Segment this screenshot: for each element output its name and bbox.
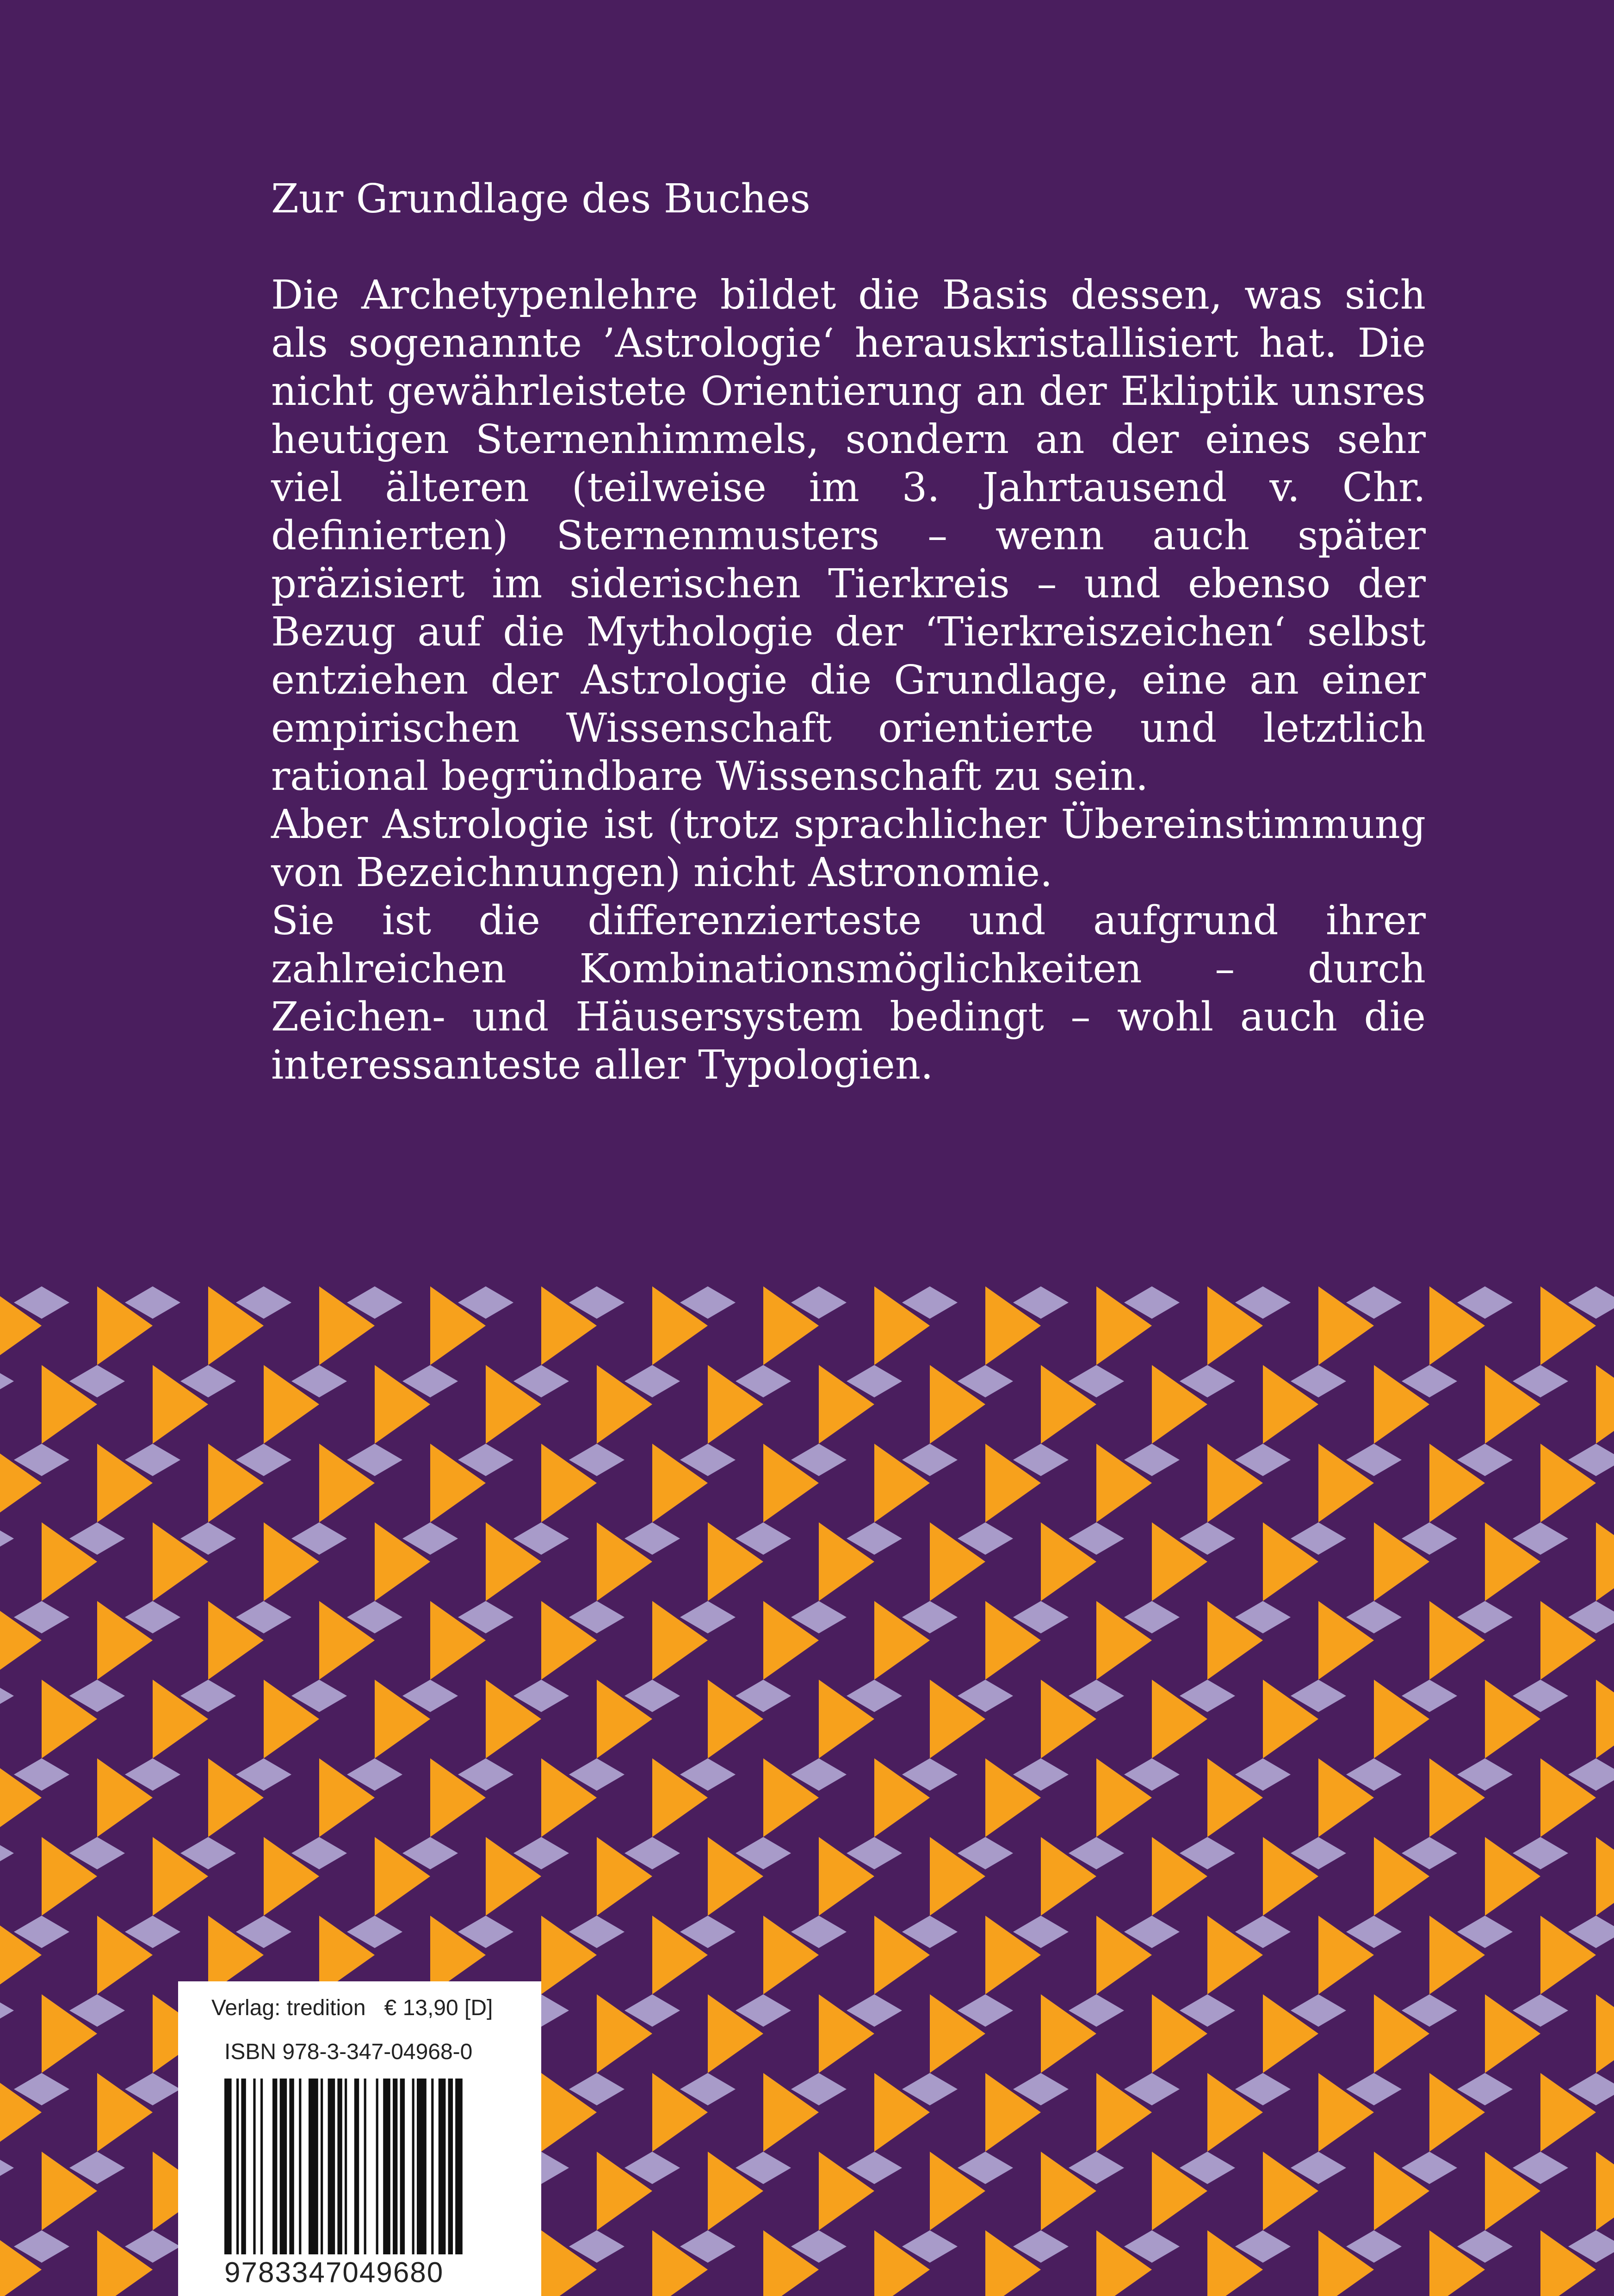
paragraph-2: Aber Astrologie ist (trotz sprachlicher Übereinstimmung von Bezeichnungen) nicht Astronomie. <box>271 801 1426 896</box>
barcode-bars <box>224 2079 497 2254</box>
publisher-price: Verlag: tredition € 13,90 [D] <box>211 1996 493 2020</box>
barcode-label <box>178 1981 541 2296</box>
back-cover-text <box>271 175 1426 1089</box>
isbn-number: ISBN 978-3-347-04968-0 <box>224 2040 473 2064</box>
paragraph-3: Sie ist die differenzierteste und aufgrund ihrer zahlreichen Kombinationsmöglichkeiten – durch Zeichen- und Häusersystem bedingt – wohl auch die interessanteste aller Typologien. <box>271 898 1426 1088</box>
section-heading: Zur Grundlage des Buches <box>271 176 810 222</box>
barcode-digits: 9783347049680 <box>224 2257 444 2289</box>
paragraph-1: Die Archetypenlehre bildet die Basis dessen, was sich als sogenannte ’Astrologie‘ herauskristallisiert hat. Die nicht gewährleistete Orientierung an der Ekliptik unsres heutigen Sternenhimmels, sondern an der eines sehr viel älteren (teilweise im 3. Jahrtausend v. Chr. definierten) Sternenmusters – wenn auch später präzisiert im siderischen Tierkreis – und ebenso der Bezug auf die Mythologie der ‘Tierkreiszeichen‘ selbst entziehen der Astrologie die Grundlage, eine an einer empirischen Wissenschaft orientierte und letztlich rational begründbare Wissenschaft zu sein. <box>271 272 1426 800</box>
